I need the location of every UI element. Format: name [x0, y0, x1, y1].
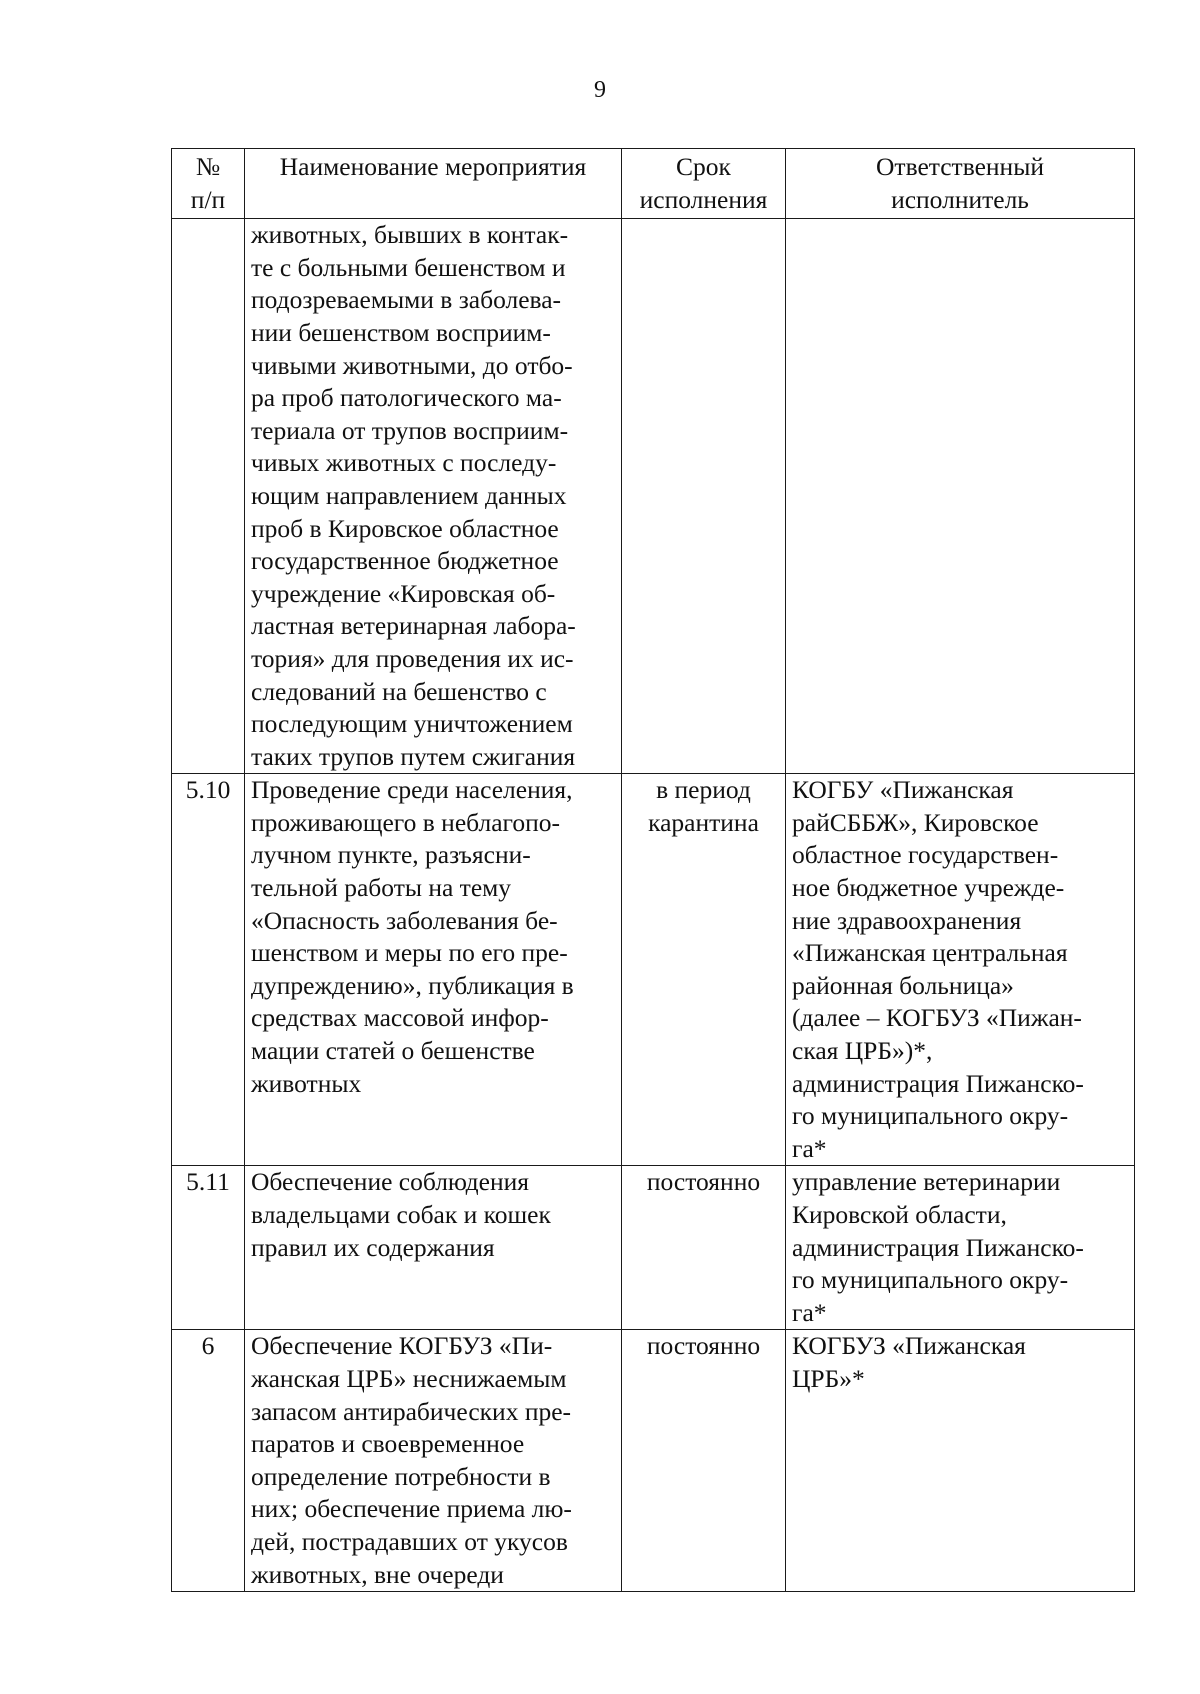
row-deadline: [622, 219, 786, 774]
header-measure-name: Наименование мероприятия: [245, 149, 622, 219]
row-deadline: в период карантина: [622, 774, 786, 1166]
header-deadline: Срок исполнения: [622, 149, 786, 219]
row-responsible: управление ветеринарии Кировской области, администрация Пижанско- го муниципального окру- га*: [786, 1166, 1135, 1330]
table-row: [172, 219, 1135, 774]
page-number: 9: [594, 77, 606, 103]
table-body: [172, 219, 1135, 1592]
row-deadline: постоянно: [622, 1166, 786, 1330]
row-deadline: постоянно: [622, 1330, 786, 1592]
row-responsible: [786, 219, 1135, 774]
row-number: 5.11: [172, 1166, 245, 1330]
table-row: [172, 774, 1135, 1166]
row-measure-name: Обеспечение соблюдения владельцами собак и кошек правил их содержания: [245, 1166, 622, 1330]
row-number: [172, 219, 245, 774]
row-number: 5.10: [172, 774, 245, 1166]
header-responsible: Ответственный исполнитель: [786, 149, 1135, 219]
table-header: [172, 149, 1135, 219]
row-measure-name: Проведение среди населения, проживающего в неблагопо- лучном пункте, разъясни- тельной работы на тему «Опасность заболевания бе- шенством и меры по его пре- дупреждению», публикация в средствах массовой инфор- мации статей о бешенстве животных: [245, 774, 622, 1166]
header-row: [172, 149, 1135, 219]
row-responsible: КОГБУЗ «Пижанская ЦРБ»*: [786, 1330, 1135, 1592]
row-measure-name: Обеспечение КОГБУЗ «Пи- жанская ЦРБ» неснижаемым запасом антирабических пре- паратов и своевременное определение потребности в них; обеспечение приема лю- дей, пострадавших от укусов животных, вне очереди: [245, 1330, 622, 1592]
measures-table: [171, 148, 1135, 1592]
table-row: [172, 1330, 1135, 1592]
row-number: 6: [172, 1330, 245, 1592]
row-responsible: КОГБУ «Пижанская райСББЖ», Кировское областное государствен- ное бюджетное учрежде- ние здравоохранения «Пижанская центральная районная больница» (далее – КОГБУЗ «Пижан- ская ЦРБ»)*, администрация Пижанско- го муниципального окру- га*: [786, 774, 1135, 1166]
row-measure-name: животных, бывших в контак- те с больными бешенством и подозреваемыми в заболева- нии бешенством восприим- чивыми животными, до отбо- ра проб патологического ма- териала от трупов восприим- чивых животных с последу- ющим направлением данных проб в Кировское областное государственное бюджетное учреждение «Кировская об- ластная ветеринарная лабора- тория» для проведения их ис- следований на бешенство с последующим уничтожением таких трупов путем сжигания: [245, 219, 622, 774]
header-number: № п/п: [172, 149, 245, 219]
table-row: [172, 1166, 1135, 1330]
